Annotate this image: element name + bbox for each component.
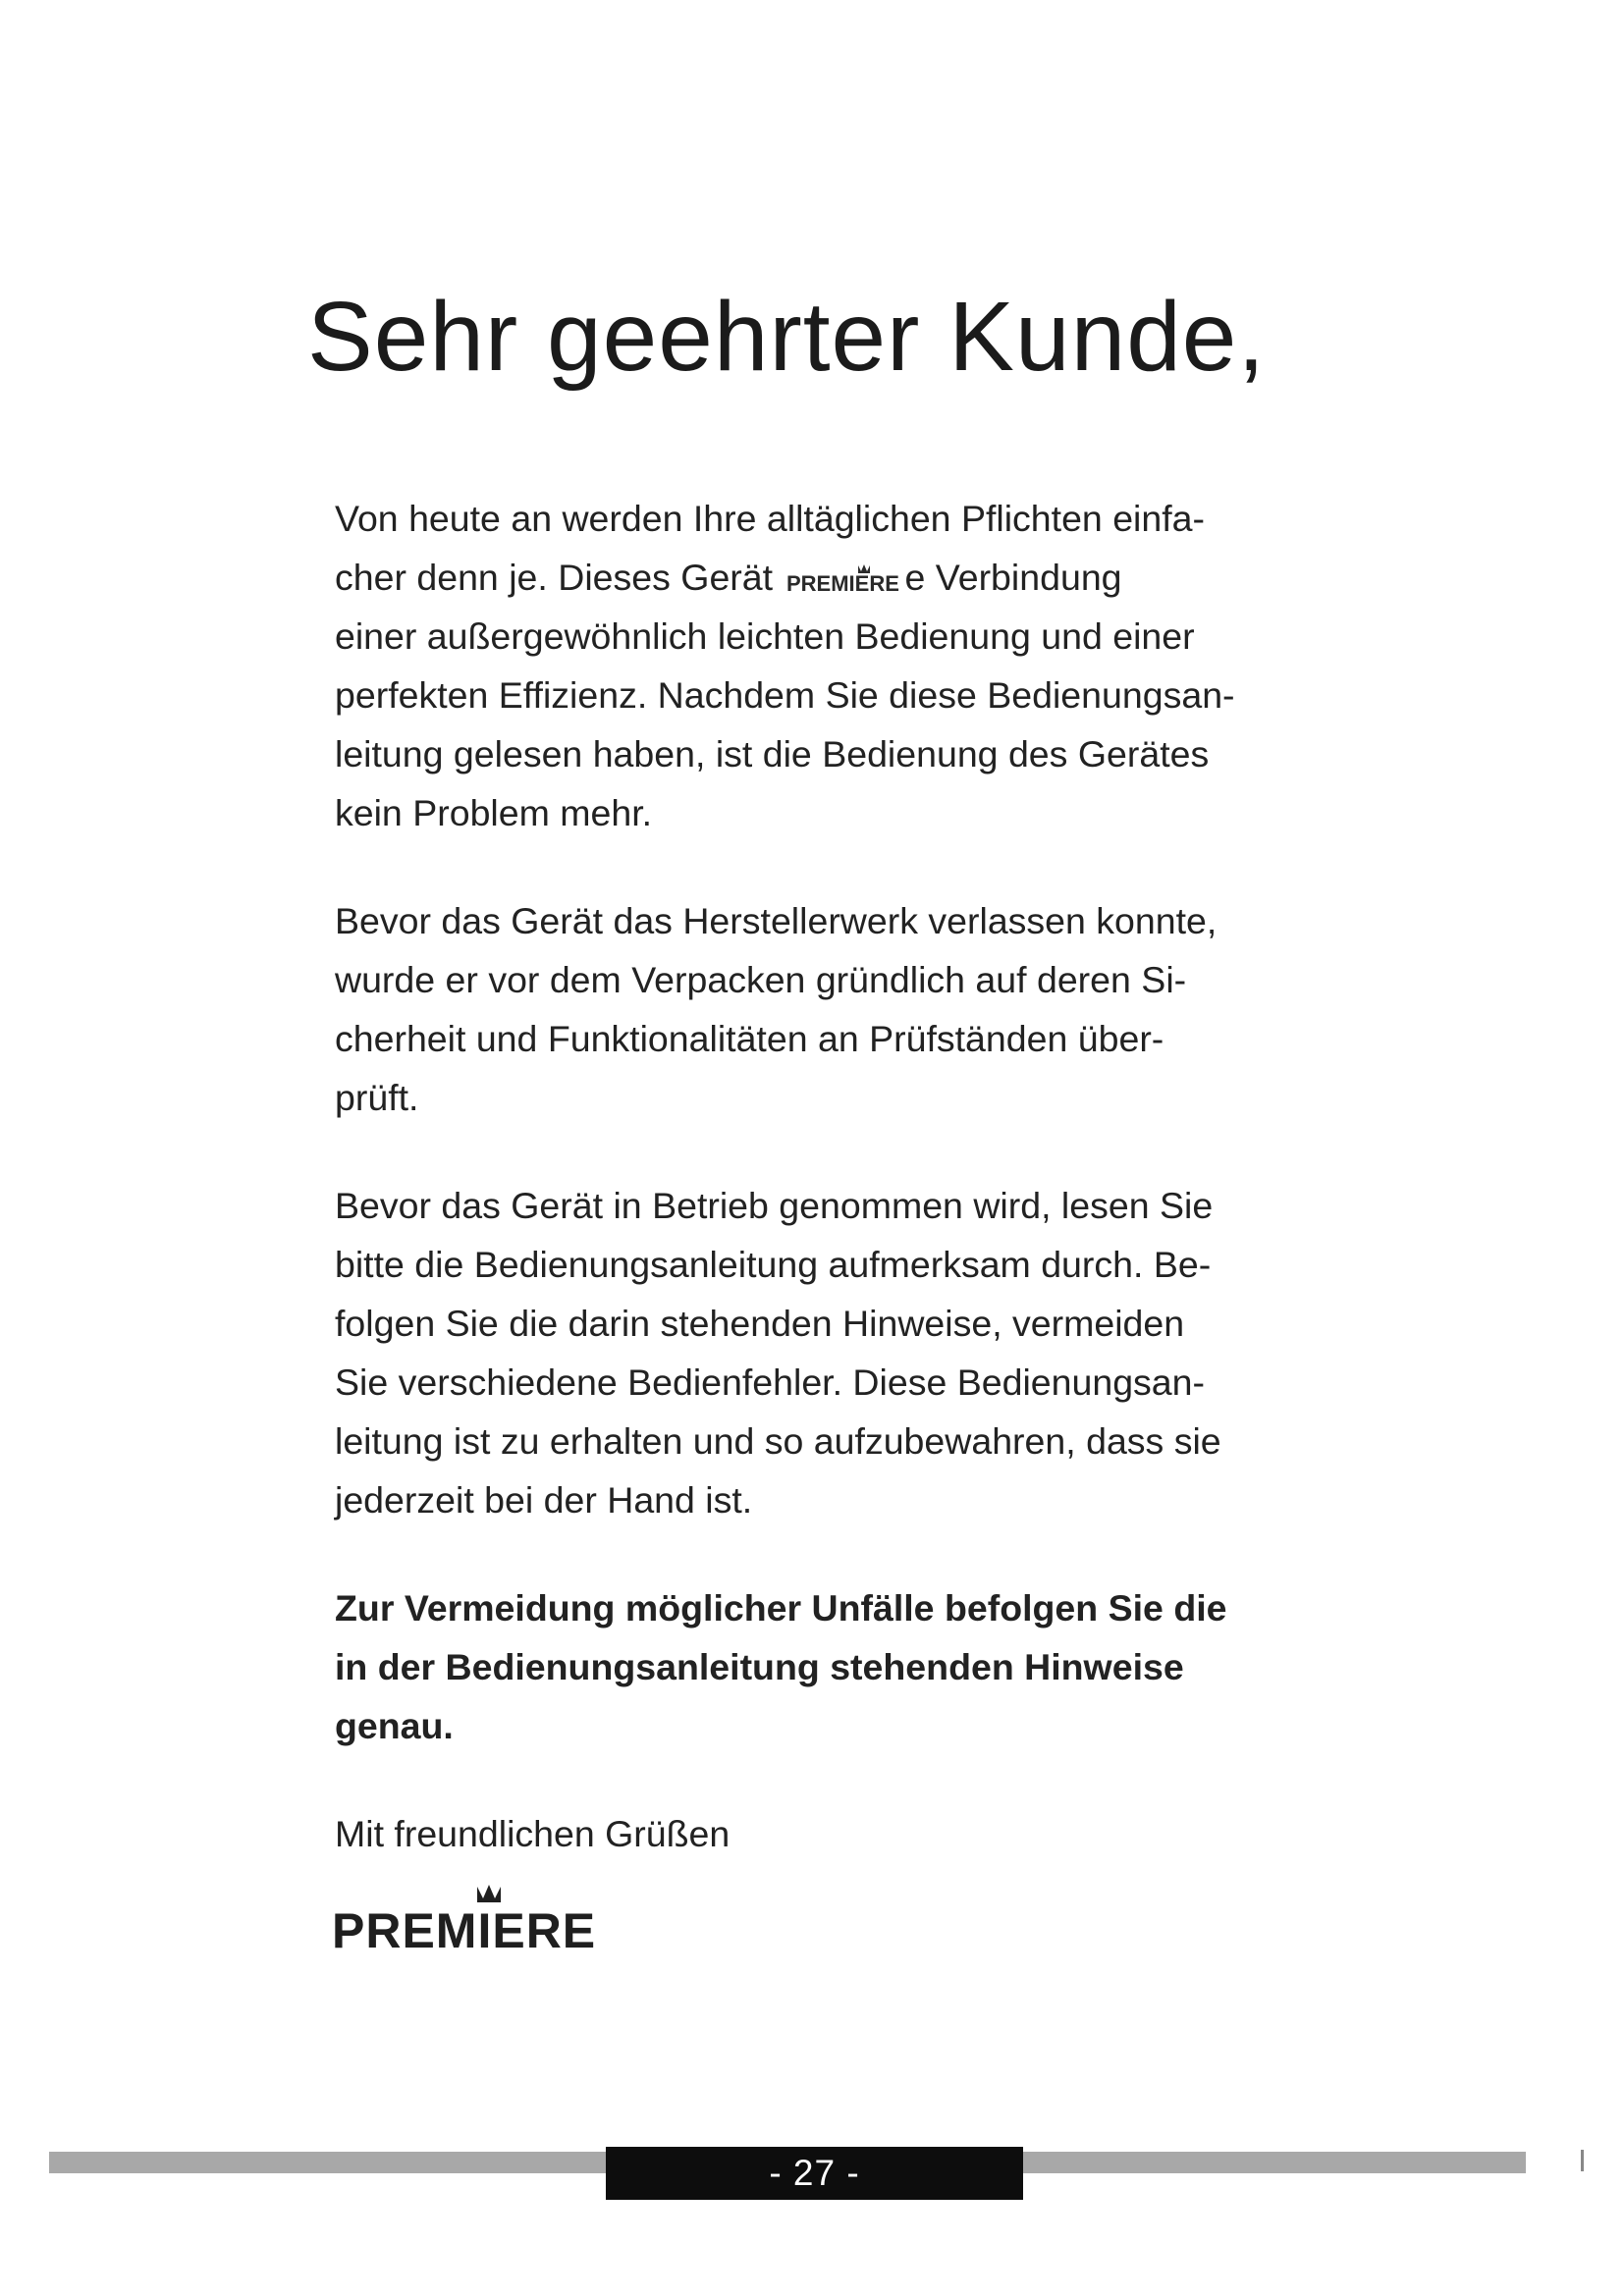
inline-logo-text: PREMIERE <box>785 571 899 596</box>
text-line: Von heute an werden Ihre alltäglichen Pflichten einfa- <box>335 498 1206 539</box>
text-line: bitte die Bedienungsanleitung aufmerksam durch. Be- <box>335 1244 1212 1285</box>
text-line: in der Bedienungsanleitung stehenden Hinweise <box>335 1646 1184 1687</box>
page-heading: Sehr geehrter Kunde, <box>307 282 1267 392</box>
text-line: Bevor das Gerät das Herstellerwerk verlassen konnte, <box>335 900 1218 941</box>
inspection-paragraph <box>335 891 1317 1127</box>
text-line: prüft. <box>335 1077 419 1118</box>
edge-mark <box>1581 2150 1584 2171</box>
text-line: jederzeit bei der Hand ist. <box>335 1479 753 1521</box>
intro-paragraph <box>335 489 1317 842</box>
text-line: leitung ist zu erhalten und so aufzubewahren, dass sie <box>335 1420 1221 1462</box>
text-line: wurde er vor dem Verpacken gründlich auf deren Si- <box>335 959 1187 1000</box>
closing-greeting: Mit freundlichen Grüßen <box>335 1813 731 1854</box>
signature-logo-text: PREMIERE <box>332 1903 597 1957</box>
text-line: Bevor das Gerät in Betrieb genommen wird, lesen Sie <box>335 1185 1214 1226</box>
text-line: kein Problem mehr. <box>335 792 653 833</box>
text-line: genau. <box>335 1705 454 1746</box>
text-line: cherheit und Funktionalitäten an Prüfständen über- <box>335 1018 1164 1059</box>
premiere-signature-logo <box>332 1883 603 1957</box>
text-line: einer außergewöhnlich leichten Bedienung und einer <box>335 615 1195 657</box>
crown-icon <box>477 1885 501 1902</box>
page-number: - 27 - <box>606 2147 1023 2200</box>
text-line: perfekten Effizienz. Nachdem Sie diese Bedienungsan- <box>335 674 1235 716</box>
letter-body <box>335 489 1317 1912</box>
text-fragment: cher denn je. Dieses Gerät <box>335 557 774 598</box>
text-line: Zur Vermeidung möglicher Unfälle befolgen Sie die <box>335 1587 1227 1629</box>
text-line-with-logo <box>335 548 1317 607</box>
safety-warning-paragraph <box>335 1578 1317 1755</box>
text-line: folgen Sie die darin stehenden Hinweise, vermeiden <box>335 1303 1185 1344</box>
instructions-paragraph <box>335 1176 1317 1529</box>
text-fragment: e Verbindung <box>904 557 1122 598</box>
text-line: Sie verschiedene Bedienfehler. Diese Bedienungsan- <box>335 1362 1206 1403</box>
premiere-inline-logo <box>785 562 903 596</box>
text-line: leitung gelesen haben, ist die Bedienung des Gerätes <box>335 733 1210 774</box>
